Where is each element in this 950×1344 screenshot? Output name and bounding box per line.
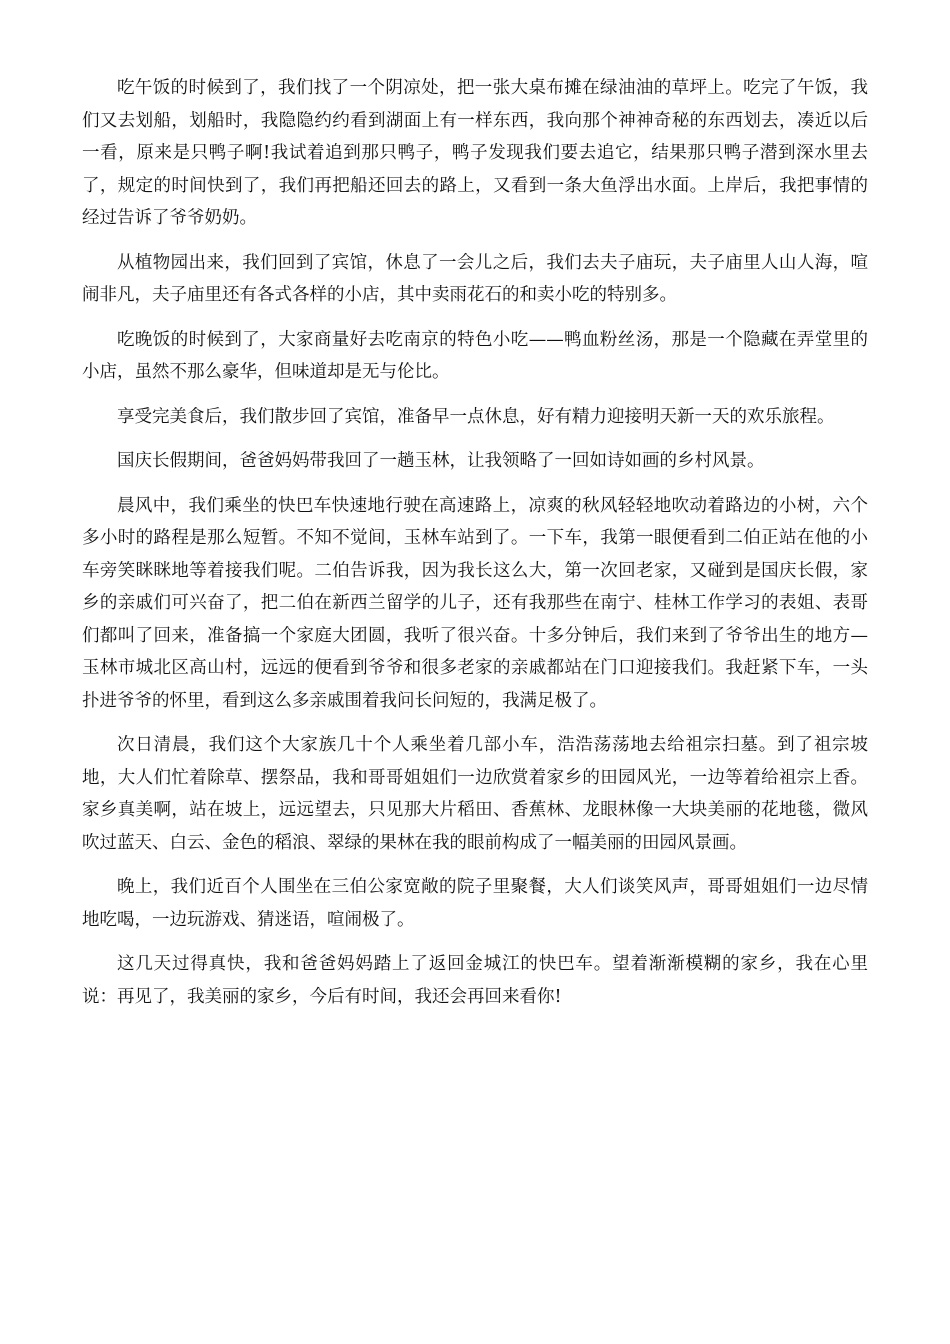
paragraph-farewell: 这几天过得真快，我和爸爸妈妈踏上了返回金城江的快巴车。望着渐渐模糊的家乡，我在心里说：再见了，我美丽的家乡，今后有时间，我还会再回来看你! <box>82 954 868 1007</box>
paragraph-tomb-sweeping: 次日清晨，我们这个大家族几十个人乘坐着几部小车，浩浩荡荡地去给祖宗扫墓。到了祖宗坡地，大人们忙着除草、摆祭品，我和哥哥姐姐们一边欣赏着家乡的田园风光，一边等着给祖宗上香。家乡真美啊，站在坡上，远远望去，只见那大片稻田、香蕉林、龙眼林像一大块美丽的花地毯，微风吹过蓝天、白云、金色的稻浪、翠绿的果林在我的眼前构成了一幅美丽的田园风景画。 <box>82 735 868 853</box>
paragraph-bus-ride: 晨风中，我们乘坐的快巴车快速地行驶在高速路上，凉爽的秋风轻轻地吹动着路边的小树，六个多小时的路程是那么短暂。不知不觉间，玉林车站到了。一下车，我第一眼便看到二伯正站在他的小车旁笑眯眯地等着接我们呢。二伯告诉我，因为我长这么大，第一次回老家，又碰到是国庆长假，家乡的亲戚们可兴奋了，把二伯在新西兰留学的儿子，还有我那些在南宁、桂林工作学习的表姐、表哥们都叫了回来，准备搞一个家庭大团圆，我听了很兴奋。十多分钟后，我们来到了爷爷出生的地方—玉林市城北区高山村，远远的便看到爷爷和很多老家的亲戚都站在门口迎接我们。我赶紧下车，一头扑进爷爷的怀里，看到这么多亲戚围着我问长问短的，我满足极了。 <box>82 495 868 711</box>
paragraph-national-day: 国庆长假期间，爸爸妈妈带我回了一趟玉林，让我领略了一回如诗如画的乡村风景。 <box>117 451 765 471</box>
paragraph-return-hotel: 享受完美食后，我们散步回了宾馆，准备早一点休息，好有精力迎接明天新一天的欢乐旅程。 <box>117 406 835 427</box>
paragraph-confucius-temple: 从植物园出来，我们回到了宾馆，休息了一会儿之后，我们去夫子庙玩，夫子庙里人山人海，喧闹非凡，夫子庙里还有各式各样的小店，其中卖雨花石的和卖小吃的特别多。 <box>82 252 868 305</box>
paragraph-dinner: 吃晚饭的时候到了，大家商量好去吃南京的特色小吃——鸭血粉丝汤，那是一个隐藏在弄堂里的小店，虽然不那么豪华，但味道却是无与伦比。 <box>82 329 868 382</box>
document-body <box>82 72 868 1025</box>
paragraph-lunch-boating: 吃午饭的时候到了，我们找了一个阴凉处，把一张大桌布摊在绿油油的草坪上。吃完了午饭，我们又去划船，划船时，我隐隐约约看到湖面上有一样东西，我向那个神神奇秘的东西划去，凑近以后一看，原来是只鸭子啊!我试着追到那只鸭子，鸭子发现我们要去追它，结果那只鸭子潜到深水里去了，规定的时间快到了，我们再把船还回去的路上，又看到一条大鱼浮出水面。上岸后，我把事情的经过告诉了爷爷奶奶。 <box>82 78 868 228</box>
paragraph-evening-dinner: 晚上，我们近百个人围坐在三伯公家宽敞的院子里聚餐，大人们谈笑风声，哥哥姐姐们一边尽情地吃喝，一边玩游戏、猜迷语，喧闹极了。 <box>82 877 868 930</box>
